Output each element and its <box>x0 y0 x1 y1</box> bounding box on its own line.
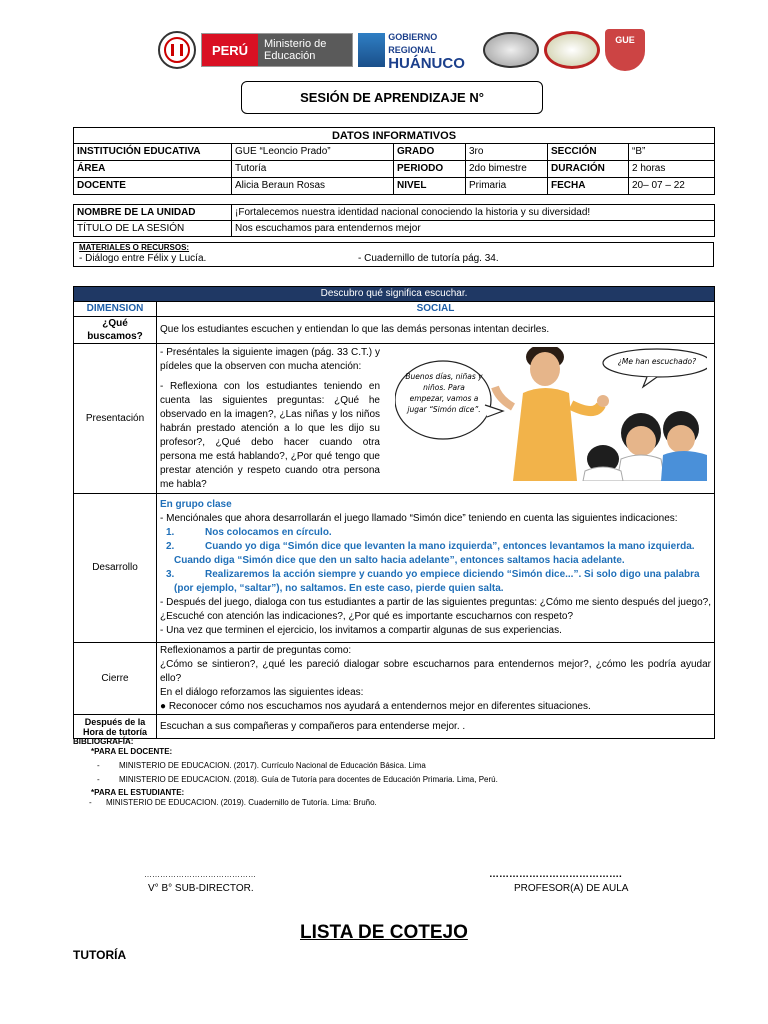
ministerio-label: Ministerio de Educación <box>258 34 352 66</box>
presentacion-label: Presentación <box>74 344 157 494</box>
cierre-label: Cierre <box>74 643 157 715</box>
huanuco-label: HUÁNUCO <box>388 54 465 72</box>
table-row <box>74 161 715 178</box>
list-item: - MINISTERIO DE EDUCACION. (2018). Guía de Tutoría para docentes de Educación Primaria. Lima, Perú. <box>97 775 498 784</box>
gobierno-regional-logo <box>358 31 478 72</box>
materiales-box <box>73 242 714 267</box>
cierre-paragraph: En el diálogo reforzamos las siguientes ideas: <box>160 686 364 698</box>
gue-label: GUE <box>615 35 635 45</box>
cell-label: SECCIÓN <box>548 144 629 161</box>
indicacion-1: 1. Nos colocamos en círculo. <box>166 527 332 538</box>
session-table <box>73 286 715 739</box>
cell-label: DURACIÓN <box>548 161 629 178</box>
list-item: - MINISTERIO DE EDUCACION. (2019). Cuadernillo de Tutoría. Lima: Bruño. <box>89 798 377 807</box>
tutoria-label: TUTORÍA <box>73 948 127 962</box>
table-row <box>74 178 715 195</box>
que-buscamos-value: Que los estudiantes escuchen y entiendan lo que las demás personas intentan decirles. <box>157 317 715 344</box>
desarrollo-cell <box>157 494 715 643</box>
ministerio-logo <box>201 33 353 67</box>
dimension-label: DIMENSION <box>74 302 157 317</box>
table-row <box>74 205 715 221</box>
table-row <box>74 221 715 237</box>
presentacion-paragraph: - Preséntales la siguiente imagen (pág. 33 C.T.) y pídeles que la observen con mucha atención: <box>160 347 380 372</box>
indicacion-2: 2. Cuando yo diga “Simón dice que levanten la mano izquierda”, entonces levantamos la mano izquierda. <box>166 541 695 552</box>
cierre-paragraph: ¿Cómo se sintieron?, ¿qué les pareció dialogar sobre escucharnos para entendernos mejor?, ¿cómo les podría ayudar ello? <box>160 658 711 684</box>
cell-value: Tutoría <box>232 161 394 178</box>
dre-seal-icon <box>544 31 600 69</box>
dimension-value: SOCIAL <box>157 302 715 317</box>
unidad-table <box>73 204 715 237</box>
gorehco-mark-icon <box>358 33 385 67</box>
desarrollo-paragraph: - Después del juego, dialoga con tus estudiantes a partir de las siguientes preguntas: ¿Cómo me siento después del juego?, ¿Escuché con atención las indicaciones?, ¿Por qué es importante escucharnos con respeto? <box>160 597 711 622</box>
cell-value: 2do bimestre <box>466 161 548 178</box>
cell-label: NIVEL <box>394 178 466 195</box>
indicacion-2b: Cuando diga “Simón dice que den un salto hacia adelante”, entonces saltamos hacia adelante. <box>174 555 625 566</box>
cell-label: GRADO <box>394 144 466 161</box>
despues-label: Después de la Hora de tutoría <box>74 715 157 739</box>
gue-shield-icon <box>605 29 645 71</box>
docente-label: *PARA EL DOCENTE: <box>91 747 173 756</box>
teacher-bubble-text: Buenos días, niñas y niños. Para empezar, vamos a jugar “Simón dice”. <box>405 372 483 414</box>
datos-header: DATOS INFORMATIVOS <box>74 128 715 144</box>
cell-label: ÁREA <box>74 161 232 178</box>
estudiante-label: *PARA EL ESTUDIANTE: <box>91 788 185 797</box>
cierre-paragraph: Reflexionamos a partir de preguntas como: <box>160 644 352 656</box>
signature-line-left: …………………………………… <box>144 870 256 879</box>
cell-label: FECHA <box>548 178 629 195</box>
header-logos <box>158 31 645 72</box>
section-banner: Descubro qué significa escuchar. <box>74 287 715 302</box>
subdirector-label: V° B° SUB-DIRECTOR. <box>148 883 254 894</box>
cell-value: 20– 07 – 22 <box>629 178 715 195</box>
cell-value: “B” <box>629 144 715 161</box>
indicacion-3: 3. Realizaremos la acción siempre y cuando yo empiece diciendo “Simón dice...”. Si solo digo una palabra <box>166 569 700 580</box>
desarrollo-paragraph: - Una vez que terminen el ejercicio, los invitamos a compartir algunas de sus experiencias. <box>160 625 562 636</box>
desarrollo-intro: - Menciónales que ahora desarrollarán el juego llamado “Simón dice” teniendo en cuenta las siguientes indicaciones: <box>160 513 678 524</box>
bibliografia <box>73 737 573 808</box>
desarrollo-label: Desarrollo <box>74 494 157 643</box>
cierre-cell <box>157 643 715 715</box>
despues-value: Escuchan a sus compañeras y compañeros para entenderse mejor. . <box>157 715 715 739</box>
cell-label: DOCENTE <box>74 178 232 195</box>
signature-line-right: …………………………………. <box>489 869 622 880</box>
que-buscamos-label: ¿Qué buscamos? <box>74 317 157 344</box>
datos-informativos-table <box>73 127 715 195</box>
cell-value: GUE “Leoncio Prado” <box>232 144 394 161</box>
materiales-item: - Cuadernillo de tutoría pág. 34. <box>358 253 499 264</box>
grupo-clase-label: En grupo clase <box>160 499 232 510</box>
teacher-illustration <box>395 347 707 481</box>
peru-label: PERÚ <box>202 34 258 66</box>
gobierno-label: GOBIERNO REGIONAL <box>388 31 438 55</box>
cell-value: 3ro <box>466 144 548 161</box>
nombre-unidad-value: ¡Fortalecemos nuestra identidad nacional conociendo la historia y su diversidad! <box>232 205 715 221</box>
session-title: SESIÓN DE APRENDIZAJE N° <box>241 81 543 114</box>
titulo-sesion-label: TÍTULO DE LA SESIÓN <box>74 221 232 237</box>
presentacion-paragraph: - Reflexiona con los estudiantes teniendo en cuenta las siguientes preguntas: ¿Qué he observado en la imagen?, ¿Las niñas y los niños habrán prestado atención a lo que les dijo su profesor?, ¿Qué debo hacer cuando otra persona me está hablando?, ¿Por qué tengo que prestar atención y respeto cuando otra persona me habla? <box>160 381 380 490</box>
nombre-unidad-label: NOMBRE DE LA UNIDAD <box>74 205 232 221</box>
titulo-sesion-value: Nos escuchamos para entendernos mejor <box>232 221 715 237</box>
cell-label: PERIODO <box>394 161 466 178</box>
table-row <box>74 144 715 161</box>
ugel-seal-icon <box>483 32 539 68</box>
cierre-paragraph: ● Reconocer cómo nos escuchamos nos ayudará a entendernos mejor en diferentes situaciones. <box>160 700 591 712</box>
presentacion-cell <box>157 344 715 494</box>
materiales-label: MATERIALES O RECURSOS: <box>79 243 190 252</box>
list-item: - MINISTERIO DE EDUCACION. (2017). Currículo Nacional de Educación Básica. Lima <box>97 761 426 770</box>
peru-coat-of-arms-icon <box>158 31 196 69</box>
profesor-label: PROFESOR(A) DE AULA <box>514 883 629 894</box>
indicacion-3b: (por ejemplo, “saltar”), no saltamos. En este caso, pierde quien salta. <box>174 583 504 594</box>
materiales-item: - Diálogo entre Félix y Lucía. <box>79 253 207 264</box>
cell-value: Primaria <box>466 178 548 195</box>
lista-cotejo-title: LISTA DE COTEJO <box>300 922 468 943</box>
cell-value: Alicia Beraun Rosas <box>232 178 394 195</box>
cell-value: 2 horas <box>629 161 715 178</box>
bibliografia-title: BIBLIOGRAFÍA: <box>73 737 134 746</box>
cell-label: INSTITUCIÓN EDUCATIVA <box>74 144 232 161</box>
kids-bubble-text: ¿Me han escuchado? <box>617 357 697 366</box>
